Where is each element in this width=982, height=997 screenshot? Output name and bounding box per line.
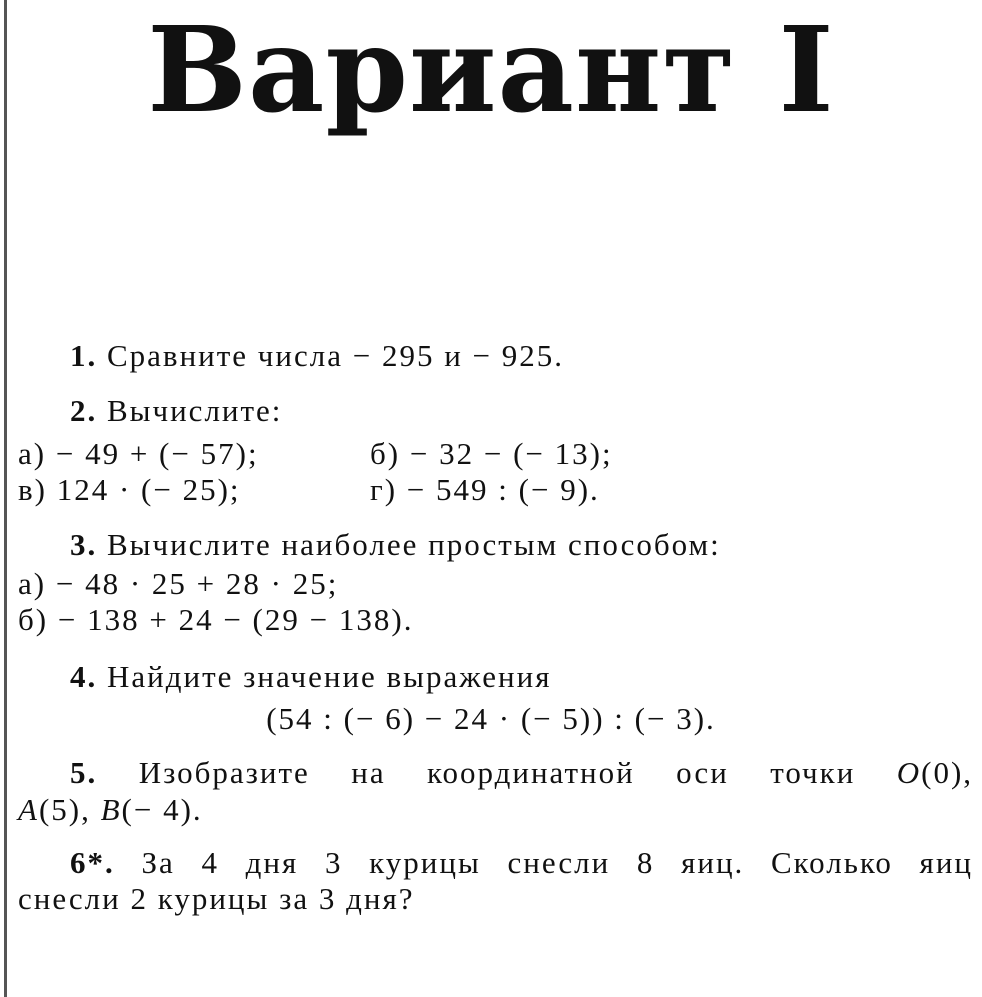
item-expression: − 32 − (− 13); xyxy=(409,436,613,471)
task-1 xyxy=(18,338,982,374)
item-label: в) xyxy=(18,472,47,507)
task-6-line-2: снесли 2 курицы за 3 дня? xyxy=(18,881,415,916)
task-number: 4. xyxy=(70,659,98,694)
task-4-formula: (54 : (− 6) − 24 · (− 5)) : (− 3). xyxy=(266,701,716,736)
item-expression: − 49 + (− 57); xyxy=(55,436,259,471)
task-2-item-a xyxy=(18,436,259,472)
task-6-line-1 xyxy=(18,845,973,881)
point-a-label: A xyxy=(18,792,39,827)
item-expression: − 48 · 25 + 28 · 25; xyxy=(55,566,339,601)
item-label: б) xyxy=(370,436,401,471)
task-text: Вычислите наиболее простым способом: xyxy=(107,527,721,562)
task-3 xyxy=(18,527,982,563)
point-a-value: (5), xyxy=(38,792,91,827)
item-expression: − 138 + 24 − (29 − 138). xyxy=(57,602,414,637)
item-label: б) xyxy=(18,602,49,637)
task-number: 2. xyxy=(70,393,98,428)
task-number: 6*. xyxy=(70,845,115,880)
point-o-label: O xyxy=(896,755,922,790)
item-expression: − 549 : (− 9). xyxy=(406,472,600,507)
task-3-item-a xyxy=(18,566,338,602)
item-label: а) xyxy=(18,566,47,601)
task-2-item-g xyxy=(370,472,600,508)
task-2-item-v xyxy=(18,472,241,508)
task-text: Вычислите: xyxy=(107,393,283,428)
point-b-value: (− 4). xyxy=(121,792,203,827)
item-expression: 124 · (− 25); xyxy=(56,472,241,507)
page-title: Вариант I xyxy=(147,0,835,139)
left-border-line xyxy=(4,0,7,997)
task-number: 5. xyxy=(70,755,98,790)
task-3-item-b xyxy=(18,602,413,638)
item-label: а) xyxy=(18,436,47,471)
task-2-item-b xyxy=(370,436,613,472)
task-text: Изобразите на координатной оси точки xyxy=(138,755,856,790)
task-number: 3. xyxy=(70,527,98,562)
task-4 xyxy=(18,659,982,695)
point-b-label: B xyxy=(100,792,122,827)
task-2 xyxy=(18,393,982,429)
task-5-line-2 xyxy=(18,792,973,828)
task-number: 1. xyxy=(70,338,98,373)
task-text: Найдите значение выражения xyxy=(107,659,552,694)
task-text: За 4 дня 3 курицы снесли 8 яиц. Сколько яиц xyxy=(141,845,973,880)
task-text: Сравните числа − 295 и − 925. xyxy=(107,338,565,373)
point-o-value: (0), xyxy=(921,755,974,790)
item-label: г) xyxy=(370,472,398,507)
task-5-line-1 xyxy=(18,755,973,791)
